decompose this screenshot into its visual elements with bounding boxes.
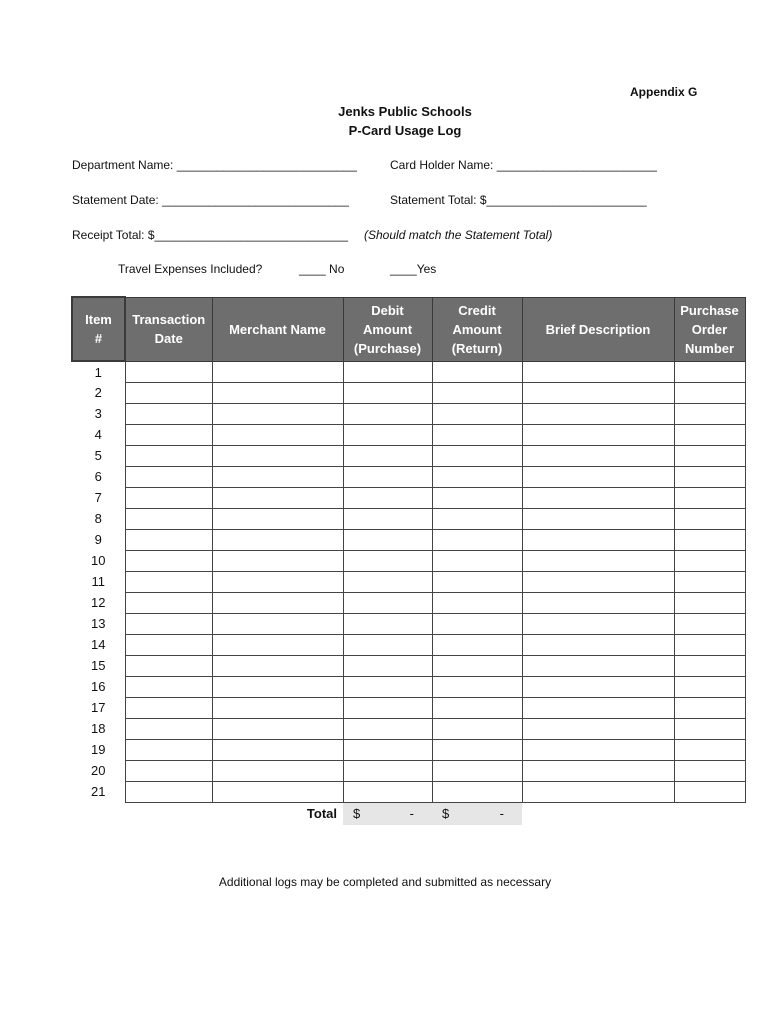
item-number: 15: [91, 658, 106, 673]
item-number: 8: [94, 511, 102, 526]
table-header-row: [72, 297, 745, 361]
item-number: 11: [91, 574, 105, 589]
item-number: 19: [91, 742, 106, 757]
merchant-name-cell[interactable]: [212, 592, 343, 613]
transaction-date-cell[interactable]: [125, 445, 212, 466]
brief-description-cell[interactable]: [522, 592, 674, 613]
merchant-name-cell[interactable]: [212, 697, 343, 718]
total-label: Total: [306, 806, 337, 821]
debit-amount-cell[interactable]: [343, 781, 432, 802]
table-row: [72, 592, 745, 613]
table-row: [72, 403, 745, 424]
credit-amount-cell[interactable]: [432, 550, 522, 571]
merchant-name-cell[interactable]: [212, 571, 343, 592]
table-row: [72, 571, 745, 592]
purchase-order-cell[interactable]: [674, 571, 745, 592]
table-row: [72, 466, 745, 487]
item-number: 16: [91, 679, 106, 694]
travel-no-option[interactable]: ____ No: [299, 262, 345, 276]
brief-description-cell[interactable]: [522, 487, 674, 508]
transaction-date-cell[interactable]: [125, 382, 212, 403]
debit-total: $ -: [343, 802, 432, 825]
merchant-name-cell[interactable]: [212, 424, 343, 445]
item-number: 14: [91, 637, 106, 652]
brief-description-cell[interactable]: [522, 697, 674, 718]
form-title: P-Card Usage Log: [348, 123, 462, 138]
credit-amount-cell[interactable]: [432, 613, 522, 634]
debit-amount-cell[interactable]: [343, 445, 432, 466]
merchant-name-cell[interactable]: [212, 487, 343, 508]
transaction-date-cell[interactable]: [125, 550, 212, 571]
purchase-order-cell[interactable]: [674, 403, 745, 424]
footer-note: Additional logs may be completed and submitted as necessary: [218, 875, 552, 889]
receipt-total-field[interactable]: Receipt Total: $_____________________________: [72, 228, 349, 242]
transaction-date-cell[interactable]: [125, 592, 212, 613]
credit-amount-cell[interactable]: [432, 592, 522, 613]
merchant-name-cell[interactable]: [212, 361, 343, 382]
merchant-name-cell[interactable]: [212, 634, 343, 655]
merchant-name-cell[interactable]: [212, 613, 343, 634]
debit-amount-cell[interactable]: [343, 760, 432, 781]
purchase-order-cell[interactable]: [674, 529, 745, 550]
credit-amount-cell[interactable]: [432, 382, 522, 403]
table-row: [72, 508, 745, 529]
purchase-order-cell[interactable]: [674, 466, 745, 487]
table-row: [72, 676, 745, 697]
transaction-date-cell[interactable]: [125, 487, 212, 508]
transaction-date-cell[interactable]: [125, 760, 212, 781]
item-number: 7: [94, 490, 102, 505]
credit-amount-cell[interactable]: [432, 529, 522, 550]
purchase-order-cell[interactable]: [674, 613, 745, 634]
header-credit-amount: Credit Amount (Return): [432, 297, 522, 361]
transaction-date-cell[interactable]: [125, 361, 212, 382]
table-row: [72, 697, 745, 718]
brief-description-cell[interactable]: [522, 361, 674, 382]
debit-amount-cell[interactable]: [343, 613, 432, 634]
header-item: Item #: [72, 297, 125, 361]
card-holder-name-field[interactable]: Card Holder Name: ________________________: [390, 158, 657, 172]
brief-description-cell[interactable]: [522, 634, 674, 655]
header-debit-amount: Debit Amount (Purchase): [343, 297, 432, 361]
debit-amount-cell[interactable]: [343, 529, 432, 550]
purchase-order-cell[interactable]: [674, 655, 745, 676]
purchase-order-cell[interactable]: [674, 592, 745, 613]
table-row: [72, 550, 745, 571]
transaction-date-cell[interactable]: [125, 676, 212, 697]
item-number: 4: [94, 427, 102, 442]
debit-amount-cell[interactable]: [343, 739, 432, 760]
purchase-order-cell[interactable]: [674, 508, 745, 529]
debit-amount-cell[interactable]: [343, 697, 432, 718]
table-row: [72, 613, 745, 634]
table-row: [72, 382, 745, 403]
merchant-name-cell[interactable]: [212, 508, 343, 529]
merchant-name-cell[interactable]: [212, 382, 343, 403]
credit-amount-cell[interactable]: [432, 487, 522, 508]
transaction-date-cell[interactable]: [125, 508, 212, 529]
brief-description-cell[interactable]: [522, 550, 674, 571]
transaction-date-cell[interactable]: [125, 697, 212, 718]
item-number: 3: [94, 406, 102, 421]
transaction-date-cell[interactable]: [125, 466, 212, 487]
brief-description-cell[interactable]: [522, 445, 674, 466]
brief-description-cell[interactable]: [522, 571, 674, 592]
credit-amount-cell[interactable]: [432, 634, 522, 655]
table-row: [72, 655, 745, 676]
purchase-order-cell[interactable]: [674, 781, 745, 802]
credit-amount-cell[interactable]: [432, 403, 522, 424]
table-row: [72, 739, 745, 760]
appendix-label: Appendix G: [630, 85, 698, 99]
brief-description-cell[interactable]: [522, 760, 674, 781]
purchase-order-cell[interactable]: [674, 676, 745, 697]
item-number: 10: [91, 553, 106, 568]
credit-amount-cell[interactable]: [432, 466, 522, 487]
brief-description-cell[interactable]: [522, 718, 674, 739]
brief-description-cell[interactable]: [522, 382, 674, 403]
purchase-order-cell[interactable]: [674, 718, 745, 739]
transaction-date-cell[interactable]: [125, 718, 212, 739]
debit-amount-cell[interactable]: [343, 592, 432, 613]
debit-amount-cell[interactable]: [343, 676, 432, 697]
credit-amount-cell[interactable]: [432, 697, 522, 718]
debit-amount-cell[interactable]: [343, 466, 432, 487]
purchase-order-cell[interactable]: [674, 760, 745, 781]
debit-amount-cell[interactable]: [343, 424, 432, 445]
table-row: [72, 718, 745, 739]
credit-amount-cell[interactable]: [432, 760, 522, 781]
credit-amount-cell[interactable]: [432, 655, 522, 676]
brief-description-cell[interactable]: [522, 529, 674, 550]
debit-amount-cell[interactable]: [343, 634, 432, 655]
credit-amount-cell[interactable]: [432, 676, 522, 697]
merchant-name-cell[interactable]: [212, 529, 343, 550]
statement-total-field[interactable]: Statement Total: $________________________: [390, 193, 647, 207]
travel-yes-option[interactable]: ____Yes: [390, 262, 437, 276]
purchase-order-cell[interactable]: [674, 424, 745, 445]
transaction-date-cell[interactable]: [125, 739, 212, 760]
usage-log-table: [71, 296, 746, 825]
credit-amount-cell[interactable]: [432, 508, 522, 529]
debit-amount-cell[interactable]: [343, 718, 432, 739]
brief-description-cell[interactable]: [522, 676, 674, 697]
credit-amount-cell[interactable]: [432, 571, 522, 592]
brief-description-cell[interactable]: [522, 424, 674, 445]
debit-amount-cell[interactable]: [343, 550, 432, 571]
transaction-date-cell[interactable]: [125, 571, 212, 592]
statement-date-field[interactable]: Statement Date: ____________________________: [72, 193, 349, 207]
credit-amount-cell[interactable]: [432, 361, 522, 382]
brief-description-cell[interactable]: [522, 508, 674, 529]
credit-amount-cell[interactable]: [432, 781, 522, 802]
table-row: [72, 529, 745, 550]
credit-amount-cell[interactable]: [432, 424, 522, 445]
table-row: [72, 445, 745, 466]
purchase-order-cell[interactable]: [674, 487, 745, 508]
purchase-order-cell[interactable]: [674, 445, 745, 466]
merchant-name-cell[interactable]: [212, 718, 343, 739]
brief-description-cell[interactable]: [522, 403, 674, 424]
transaction-date-cell[interactable]: [125, 403, 212, 424]
credit-amount-cell[interactable]: [432, 739, 522, 760]
item-number: 1: [94, 364, 102, 380]
purchase-order-cell[interactable]: [674, 697, 745, 718]
merchant-name-cell[interactable]: [212, 760, 343, 781]
merchant-name-cell[interactable]: [212, 466, 343, 487]
credit-amount-cell[interactable]: [432, 445, 522, 466]
debit-amount-cell[interactable]: [343, 361, 432, 382]
brief-description-cell[interactable]: [522, 466, 674, 487]
item-number: 18: [91, 721, 106, 736]
merchant-name-cell[interactable]: [212, 550, 343, 571]
table-row: [72, 424, 745, 445]
merchant-name-cell[interactable]: [212, 403, 343, 424]
item-number: 12: [91, 595, 106, 610]
purchase-order-cell[interactable]: [674, 382, 745, 403]
merchant-name-cell[interactable]: [212, 676, 343, 697]
transaction-date-cell[interactable]: [125, 781, 212, 802]
total-row: [72, 802, 745, 825]
brief-description-cell[interactable]: [522, 781, 674, 802]
item-number: 20: [91, 763, 106, 778]
transaction-date-cell[interactable]: [125, 655, 212, 676]
debit-amount-cell[interactable]: [343, 508, 432, 529]
organization-name: Jenks Public Schools: [338, 104, 472, 119]
merchant-name-cell[interactable]: [212, 781, 343, 802]
credit-total: $ -: [432, 802, 522, 825]
brief-description-cell[interactable]: [522, 739, 674, 760]
item-number: 9: [94, 532, 102, 547]
purchase-order-cell[interactable]: [674, 739, 745, 760]
receipt-total-note: (Should match the Statement Total): [364, 228, 553, 242]
item-number: 21: [91, 784, 106, 799]
table-row: [72, 361, 745, 382]
purchase-order-cell[interactable]: [674, 550, 745, 571]
merchant-name-cell[interactable]: [212, 445, 343, 466]
item-number: 17: [91, 700, 106, 715]
table-row: [72, 487, 745, 508]
purchase-order-cell[interactable]: [674, 361, 745, 382]
department-name-field[interactable]: Department Name: ___________________________: [72, 158, 357, 172]
transaction-date-cell[interactable]: [125, 634, 212, 655]
merchant-name-cell[interactable]: [212, 655, 343, 676]
item-number: 13: [91, 616, 106, 631]
debit-amount-cell[interactable]: [343, 571, 432, 592]
travel-expenses-label: Travel Expenses Included?: [118, 262, 263, 276]
credit-amount-cell[interactable]: [432, 718, 522, 739]
table-row: [72, 781, 745, 802]
merchant-name-cell[interactable]: [212, 739, 343, 760]
item-number: 5: [94, 448, 102, 463]
debit-amount-cell[interactable]: [343, 382, 432, 403]
transaction-date-cell[interactable]: [125, 613, 212, 634]
header-brief-description: Brief Description: [522, 297, 674, 361]
debit-amount-cell[interactable]: [343, 655, 432, 676]
transaction-date-cell[interactable]: [125, 424, 212, 445]
table-row: [72, 760, 745, 781]
transaction-date-cell[interactable]: [125, 529, 212, 550]
brief-description-cell[interactable]: [522, 655, 674, 676]
header-transaction-date: Transaction Date: [125, 297, 212, 361]
brief-description-cell[interactable]: [522, 613, 674, 634]
debit-amount-cell[interactable]: [343, 403, 432, 424]
item-number: 6: [94, 469, 102, 484]
item-number: 2: [94, 385, 102, 400]
header-merchant-name: Merchant Name: [212, 297, 343, 361]
purchase-order-cell[interactable]: [674, 634, 745, 655]
header-purchase-order-number: Purchase Order Number: [674, 297, 745, 361]
debit-amount-cell[interactable]: [343, 487, 432, 508]
table-row: [72, 634, 745, 655]
